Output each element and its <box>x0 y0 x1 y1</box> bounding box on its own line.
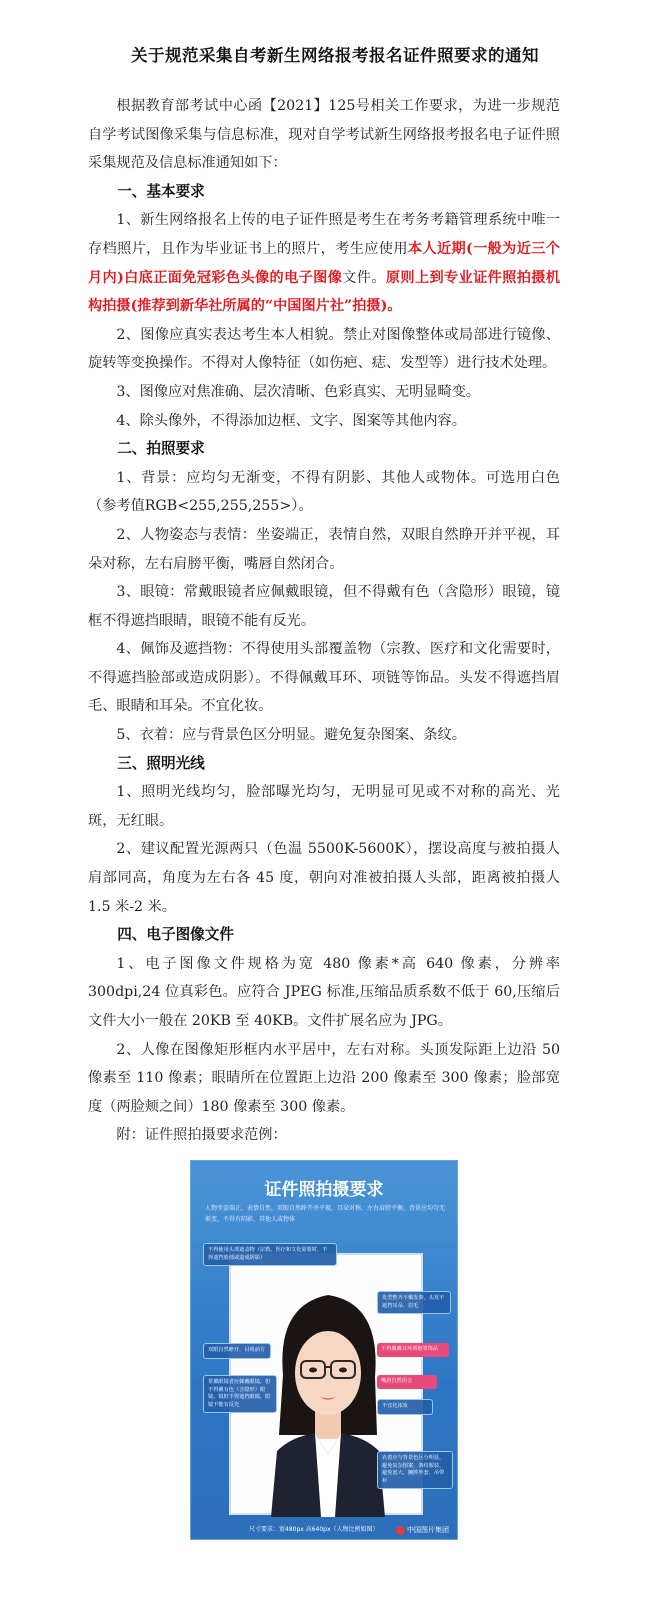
intro-paragraph: 根据教育部考试中心函【2021】125号相关工作要求，为进一步规范自学考试图像采集与信息标准，现对自学考试新生网络报考报名电子证件照采集规范及信息标准通知如下： <box>88 98 560 172</box>
lighting-item-2: 2、建议配置光源两只（色温 5500K-5600K），摆设高度与被拍摄人肩部同高，角度为左右各 45 度，朝向对准被拍摄人头部，距离被拍摄人 1.5 米-2 米。 <box>88 841 560 915</box>
brand-name: 中国图片集团 <box>407 1526 449 1534</box>
basic-item-1-suffix: 文件。 <box>342 269 386 286</box>
basic-item-2: 2、图像应真实表达考生本人相貌。禁止对图像整体或局部进行镜像、旋转等变换操作。不得对人像特征（如伤疤、痣、发型等）进行技术处理。 <box>88 326 560 372</box>
note-clothing: 衣着应与背景色区分明显，避免复杂图案，条纹服装，避免宽大、臃肿外套、吊带衫 <box>377 1451 453 1489</box>
basic-item-1-highlight: 本人近期(一般为近三个月内)白底正面免冠彩色头像的电子图像 <box>88 240 560 286</box>
example-id-photo <box>190 1160 458 1540</box>
photo-item-2: 2、人物姿态与表情：坐姿端正，表情自然，双眼自然睁开并平视，耳朵对称，左右肩膀平衡，嘴唇自然闭合。 <box>88 526 560 572</box>
notice-body <box>88 92 560 1150</box>
brand-label <box>396 1525 449 1535</box>
note-makeup: 不宜化浓妆 <box>377 1399 433 1415</box>
basic-item-1-recommend: 原则上到专业证件照拍摄机构拍摄(推荐到新华社所属的“中国图片社”拍摄)。 <box>88 269 560 315</box>
basic-item-1 <box>88 206 560 320</box>
photo-item-3: 3、眼镜：常戴眼镜者应佩戴眼镜，但不得戴有色（含隐形）眼镜，镜框不得遮挡眼睛，眼镜不能有反光。 <box>88 584 560 629</box>
note-hair: 发型整齐不戴发饰，头发不遮挡耳朵、眉毛 <box>377 1291 451 1314</box>
note-headwear: 不得使用头部遮盖物（宗教、医疗和文化需要时，不得遮挡脸部或造成阴影） <box>203 1243 337 1266</box>
section-heading-photo: 二、拍照要求 <box>117 440 205 458</box>
note-glasses: 常戴眼镜者应佩戴眼镜，但不得戴有色（含隐形）眼镜，镜框不得遮挡眼睛，眼镜不能有反光 <box>203 1375 277 1413</box>
size-requirement: 尺寸要求：宽480px 高640px（人物比例如图） <box>249 1526 379 1533</box>
appendix-label: 附：证件照拍摄要求范例： <box>116 1127 287 1144</box>
photo-item-4: 4、佩饰及遮挡物：不得使用头部覆盖物（宗教、医疗和文化需要时，不得遮挡脸部或造成阴影）。不得佩戴耳环、项链等饰品。头发不得遮挡眉毛、眼睛和耳朵。不宜化妆。 <box>88 641 560 715</box>
lighting-item-1: 1、照明光线均匀，脸部曝光均匀，无明显可见或不对称的高光、光斑，无红眼。 <box>88 784 560 829</box>
note-lips: 嘴唇自然闭合 <box>377 1375 437 1389</box>
example-photo-title: 证件照拍摄要求 <box>264 1180 384 1200</box>
section-heading-file: 四、电子图像文件 <box>117 926 234 944</box>
basic-item-3: 3、图像应对焦准确、层次清晰、色彩真实、无明显畸变。 <box>116 383 481 400</box>
basic-item-4: 4、除头像外，不得添加边框、文字、图案等其他内容。 <box>116 412 466 429</box>
section-heading-lighting: 三、照明光线 <box>117 754 205 772</box>
notice-title: 关于规范采集自考新生网络报考报名证件照要求的通知 <box>131 46 539 65</box>
file-item-1: 1、电子图像文件规格为宽 480 像素*高 640 像素，分辨率300dpi,24 位真彩色。应符合 JPEG 标准,压缩品质系数不低于 60,压缩后文件大小一般在 20KB 至 40KB。文件扩展名应为 JPG。 <box>88 955 560 1029</box>
basic-item-1-text: 1、新生网络报名上传的电子证件照是考生在考务考籍管理系统中唯一存档照片，且作为毕业证书上的照片，考生应使用 <box>88 212 560 257</box>
photo-item-5: 5、衣着：应与背景色区分明显。避免复杂图案、条纹。 <box>116 727 466 744</box>
photo-item-1: 1、背景：应均匀无渐变，不得有阴影、其他人或物体。可选用白色（参考值RGB<255,255,255>）。 <box>88 469 560 515</box>
example-photo-intro: 人物坐姿端正，表情自然，双眼自然睁开并平视，耳朵对称，左右肩膀平衡，背景应均匀无渐变，不得有阴影、其他人或物体 <box>205 1205 446 1223</box>
file-item-2: 2、人像在图像矩形框内水平居中，左右对称。头顶发际距上边沿 50 像素至 110 像素；眼睛所在位置距上边沿 200 像素至 300 像素；脸部宽度（两脸颊之间）180 像素至 300 像素。 <box>88 1041 560 1115</box>
note-earrings: 不得佩戴耳环项链等饰品 <box>377 1343 449 1357</box>
section-heading-basic: 一、基本要求 <box>117 182 205 200</box>
note-eyes: 双眼自然睁开，目视前方 <box>203 1343 271 1359</box>
brand-logo-icon <box>396 1526 405 1535</box>
